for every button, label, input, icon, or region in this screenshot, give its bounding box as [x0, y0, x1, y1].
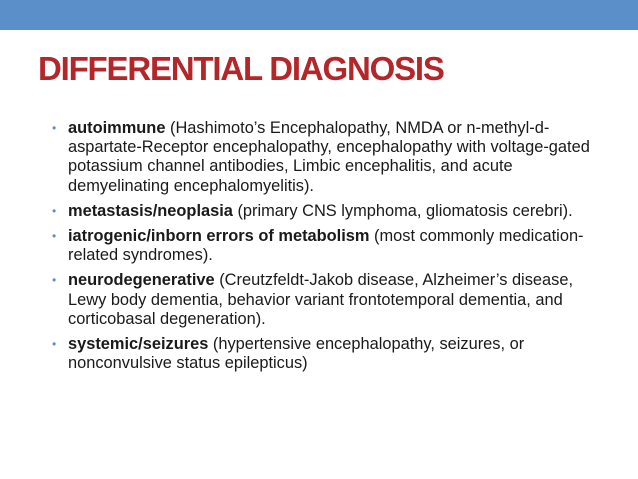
list-item — [52, 227, 612, 265]
item-term: iatrogenic/inborn errors of metabolism — [68, 227, 370, 246]
item-detail: (most commonly medication-related syndromes). — [68, 227, 584, 265]
top-accent-bar — [0, 0, 638, 30]
slide-title: DIFFERENTIAL DIAGNOSIS — [38, 50, 444, 87]
item-term: autoimmune — [68, 119, 166, 137]
item-detail: (Creutzfeldt-Jakob disease, Alzheimer’s disease, Lewy body dementia, behavior variant frontotemporal dementia, and corticobasal degeneration). — [68, 271, 573, 328]
bullet-icon: • — [52, 273, 57, 288]
list-item — [52, 119, 612, 196]
item-term: metastasis/neoplasia — [68, 201, 233, 220]
item-detail: (Hashimoto’s Encephalopathy, NMDA or n-methyl-d-aspartate-Receptor encephalopathy, encephalopathy with voltage-gated potassium channel antibodies, Limbic encephalitis, and acute demyelinating encephalomyelitis). — [68, 119, 590, 195]
bullet-icon: • — [52, 121, 57, 135]
item-term: neurodegenerative — [68, 271, 215, 290]
list-item — [52, 202, 612, 221]
item-detail: (primary CNS lymphoma, gliomatosis cerebri). — [232, 201, 573, 220]
item-term: systemic/seizures — [68, 335, 209, 354]
bullet-icon: • — [52, 203, 57, 218]
bullet-icon: • — [52, 229, 57, 244]
item-detail: (hypertensive encephalopathy, seizures, or nonconvulsive status epilepticus) — [68, 335, 525, 373]
list-item — [52, 271, 612, 329]
bullet-icon: • — [52, 337, 57, 352]
bullet-list — [52, 119, 612, 379]
list-item — [52, 335, 612, 373]
